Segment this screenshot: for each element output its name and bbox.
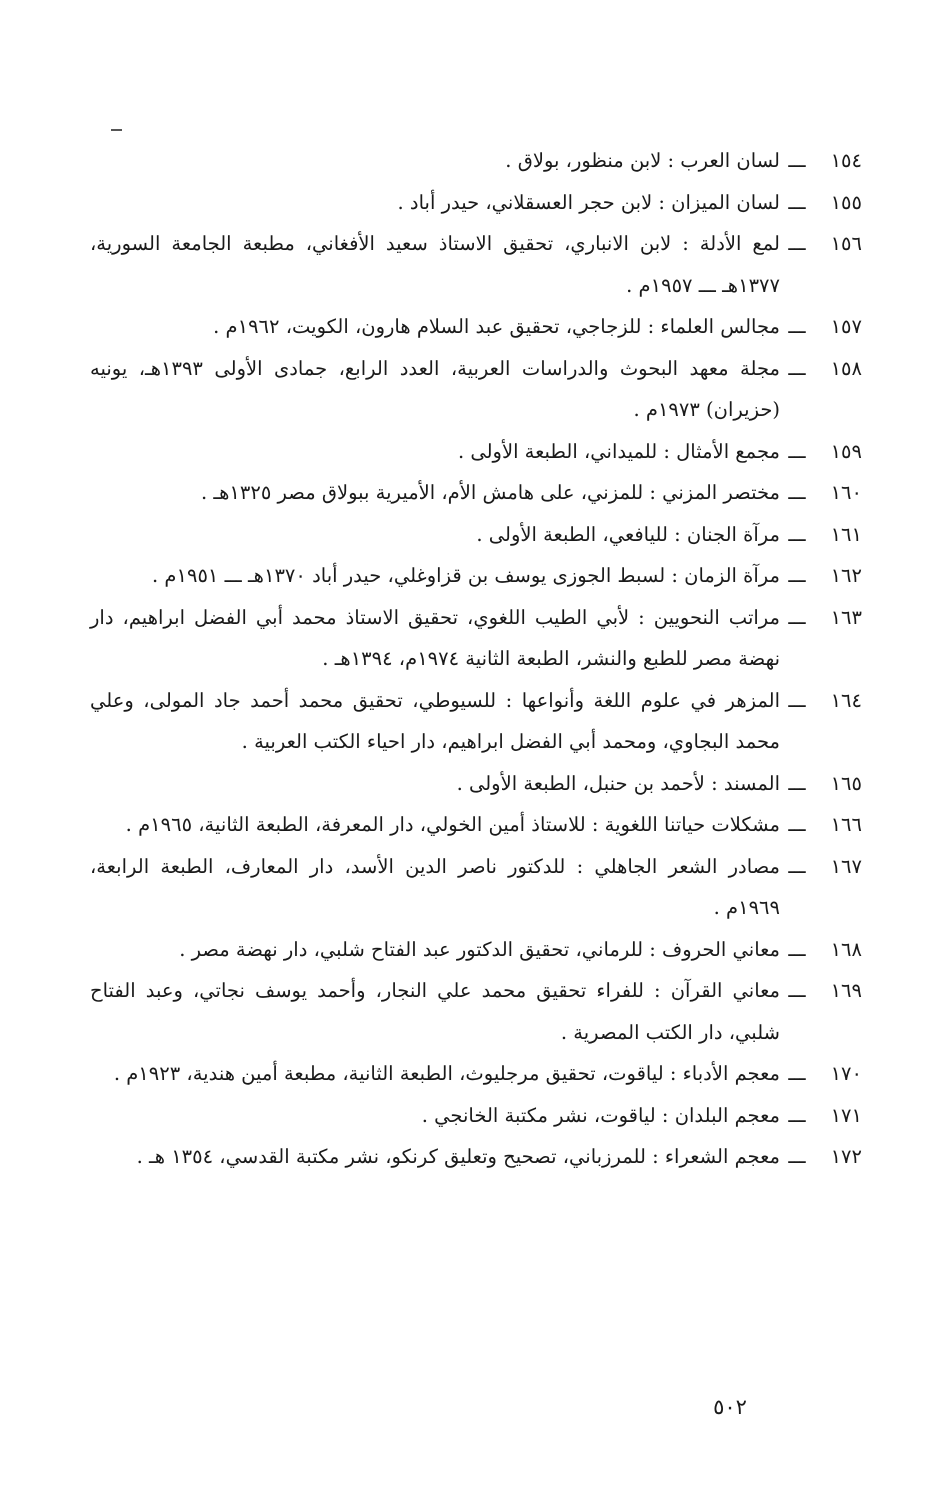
- entry-text: لسان الميزان : لابن حجر العسقلاني، حيدر أباد .: [397, 190, 780, 214]
- entry-number: ١٦٢: [830, 564, 862, 587]
- entry-number: ١٦٥: [830, 771, 862, 795]
- bibliography-entry: [90, 514, 862, 556]
- bibliography-entry: [90, 223, 862, 306]
- page-number-text: ٥٠٢: [713, 1395, 747, 1419]
- entry-number: ١٥٥: [830, 190, 862, 214]
- bibliography-entry: [90, 140, 862, 182]
- entry-dash: ـــ: [788, 190, 806, 214]
- entry-dash: ـــ: [788, 315, 806, 338]
- entry-dash: ـــ: [788, 771, 806, 795]
- entry-dash: ـــ: [788, 1062, 806, 1085]
- bibliography-entry: [90, 970, 862, 1053]
- entry-dash: ـــ: [788, 813, 806, 836]
- entry-number: ١٦٣: [830, 605, 862, 629]
- entry-text: مصادر الشعر الجاهلي : للدكتور ناصر الدين الأسد، دار المعارف، الطبعة الرابعة، ١٩٦٩م .: [90, 854, 780, 919]
- entry-text: المسند : لأحمد بن حنبل، الطبعة الأولى .: [456, 771, 780, 795]
- bibliography-entry: [90, 348, 862, 431]
- bibliography-entry: [90, 597, 862, 680]
- entry-text: معجم الشعراء : للمرزباني، تصحيح وتعليق كرنكو، نشر مكتبة القدسي، ١٣٥٤ هـ .: [136, 1145, 780, 1168]
- entry-number: ١٦٧: [830, 854, 862, 878]
- entry-number: ١٥٩: [830, 439, 862, 463]
- entry-number: ١٥٨: [830, 356, 862, 380]
- entry-number: ١٧٠: [830, 1062, 862, 1085]
- entry-dash: ـــ: [788, 605, 806, 629]
- entry-text: معاني الحروف : للرماني، تحقيق الدكتور عبد الفتاح شلبي، دار نهضة مصر .: [179, 937, 780, 961]
- entry-dash: ـــ: [788, 439, 806, 463]
- entry-number: ١٦٨: [830, 937, 862, 961]
- bibliography-entry: [90, 1136, 862, 1178]
- bibliography-entry: [90, 1095, 862, 1137]
- entry-number: ١٧٢: [830, 1145, 862, 1168]
- entry-text: مراتب النحويين : لأبي الطيب اللغوي، تحقيق الاستاذ محمد أبي الفضل ابراهيم، دار نهضة مصر للطبع والنشر، الطبعة الثانية ١٩٧٤م، ١٣٩٤هـ .: [90, 605, 780, 670]
- entry-dash: ـــ: [788, 232, 806, 255]
- entry-text: لسان العرب : لابن منظور، بولاق .: [505, 149, 780, 172]
- entry-dash: ـــ: [788, 854, 806, 878]
- entry-dash: ـــ: [788, 564, 806, 587]
- entry-text: مجالس العلماء : للزجاجي، تحقيق عبد السلام هارون، الكويت، ١٩٦٢م .: [213, 315, 780, 338]
- entry-dash: ـــ: [788, 149, 806, 172]
- bibliography-entry: [90, 1053, 862, 1095]
- entry-number: ١٥٦: [830, 232, 862, 255]
- entry-number: ١٦٦: [830, 813, 862, 836]
- entry-text: مشكلات حياتنا اللغوية : للاستاذ أمين الخولي، دار المعرفة، الطبعة الثانية، ١٩٦٥م .: [125, 813, 780, 836]
- bibliography-entry: [90, 555, 862, 597]
- entry-text: معاني القرآن : للفراء تحقيق محمد علي النجار، وأحمد يوسف نجاتي، وعبد الفتاح شلبي، دار الكتب المصرية .: [90, 979, 780, 1044]
- entry-text: لمع الأدلة : لابن الانباري، تحقيق الاستاذ سعيد الأفغاني، مطبعة الجامعة السورية، ١٣٧٧هـ ـــ ١٩٥٧م .: [90, 232, 780, 297]
- bibliography-entry: [90, 182, 862, 224]
- bibliography-entry: [90, 763, 862, 805]
- entry-number: ١٦٤: [830, 688, 862, 712]
- page-number: [0, 1395, 940, 1419]
- entry-dash: ـــ: [788, 688, 806, 712]
- entry-number: ١٥٧: [830, 315, 862, 338]
- bibliography-entry: [90, 929, 862, 971]
- entry-dash: ـــ: [788, 937, 806, 961]
- entry-text: مرآة الزمان : لسبط الجوزى يوسف بن قزاوغلي، حيدر أباد ١٣٧٠هـ ـــ ١٩٥١م .: [152, 564, 780, 587]
- bibliography-entry: [90, 680, 862, 763]
- entry-number: ١٦٩: [830, 979, 862, 1002]
- entry-text: مختصر المزني : للمزني، على هامش الأم، الأميرية ببولاق مصر ١٣٢٥هـ .: [201, 481, 780, 504]
- bibliography-list: [90, 140, 862, 1178]
- bibliography-entry: [90, 306, 862, 348]
- entry-text: المزهر في علوم اللغة وأنواعها : للسيوطي، تحقيق محمد أحمد جاد المولى، وعلي محمد البجاوي، ومحمد أبي الفضل ابراهيم، دار احياء الكتب العربية .: [90, 688, 780, 753]
- entry-text: مجلة معهد البحوث والدراسات العربية، العدد الرابع، جمادى الأولى ١٣٩٣هـ، يونيه (حزيران) ١٩٧٣م .: [90, 356, 780, 421]
- entry-text: مجمع الأمثال : للميداني، الطبعة الأولى .: [457, 439, 780, 463]
- entry-dash: ـــ: [788, 1103, 806, 1127]
- entry-text: مرآة الجنان : لليافعي، الطبعة الأولى .: [476, 522, 780, 546]
- entry-dash: ـــ: [788, 481, 806, 504]
- entry-dash: ـــ: [788, 356, 806, 380]
- bibliography-entry: [90, 804, 862, 846]
- bibliography-entry: [90, 431, 862, 473]
- entry-dash: ـــ: [788, 1145, 806, 1168]
- entry-text: معجم البلدان : لياقوت، نشر مكتبة الخانجي .: [421, 1103, 780, 1127]
- bibliography-entry: [90, 472, 862, 514]
- bibliography-entry: [90, 846, 862, 929]
- entry-number: ١٦١: [830, 522, 862, 546]
- entry-number: ١٥٤: [830, 149, 862, 172]
- entry-text: معجم الأدباء : لياقوت، تحقيق مرجليوث، الطبعة الثانية، مطبعة أمين هندية، ١٩٢٣م .: [113, 1062, 780, 1085]
- entry-number: ١٦٠: [830, 481, 862, 504]
- scan-mark: [111, 129, 122, 131]
- entry-number: ١٧١: [830, 1103, 862, 1127]
- entry-dash: ـــ: [788, 522, 806, 546]
- entry-dash: ـــ: [788, 979, 806, 1002]
